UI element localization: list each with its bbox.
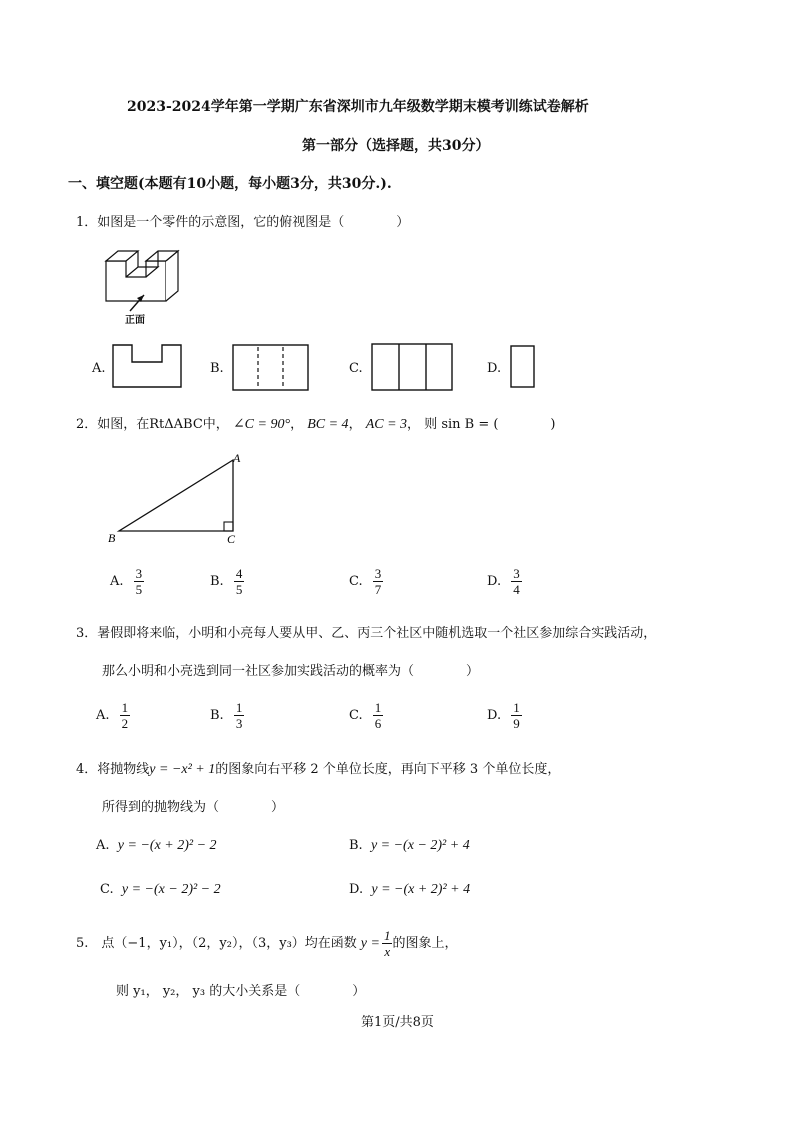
denominator: 7	[374, 582, 382, 597]
q2-option-c-letter: C.	[349, 574, 363, 589]
q2-option-a-letter: A.	[110, 574, 124, 589]
q4-option-b-expr: y = −(x − 2)² + 4	[370, 838, 470, 853]
denominator: 2	[121, 716, 129, 731]
denominator: 9	[513, 716, 520, 731]
q3-option-a-letter: A.	[96, 708, 110, 723]
question-2-text: 2．如图，在RtΔABC中， ∠C = 90°， BC = 4， AC = 3， 则 sin B = ( )	[76, 417, 556, 432]
denominator: 5	[135, 582, 143, 597]
q4-option-d[interactable]	[349, 882, 470, 898]
q4-option-d-expr: y = −(x + 2)² + 4	[371, 882, 471, 897]
q1-option-d-figure	[510, 345, 536, 389]
numerator: 1	[383, 928, 391, 943]
question-1-text: 1．如图是一个零件的示意图，它的俯视图是（ ）	[76, 215, 410, 230]
q3-option-b-letter: B.	[210, 708, 224, 723]
q2-ac: AC = 3	[365, 417, 408, 432]
denominator: 3	[235, 716, 243, 731]
numerator: 1	[513, 700, 520, 715]
q2-option-a-fraction	[134, 566, 145, 597]
q2-option-c[interactable]	[349, 566, 383, 597]
q2-option-b-letter: B.	[210, 574, 224, 589]
numerator: 1	[235, 700, 243, 715]
q2-ask: 则 sin B = ( )	[424, 417, 556, 432]
q4-option-c[interactable]	[100, 882, 221, 898]
q3-option-d[interactable]	[487, 700, 522, 731]
q4-option-a[interactable]	[96, 838, 217, 854]
section-title: 一、填空题(本题有10小题，每小题3分，共30分.).	[68, 176, 392, 192]
numerator: 1	[121, 700, 129, 715]
q3-option-c-letter: C.	[349, 708, 363, 723]
exam-title: 2023-2024学年第一学期广东省深圳市九年级数学期末模考训练试卷解析	[127, 99, 589, 115]
q3-option-b[interactable]	[210, 700, 244, 731]
q2-option-d-fraction	[511, 566, 522, 597]
part-title: 第一部分（选择题，共30分）	[302, 138, 490, 154]
q3-option-c-fraction	[373, 700, 384, 731]
q3-option-a-fraction	[120, 700, 131, 731]
denominator: x	[384, 944, 391, 959]
q2-option-b[interactable]	[210, 566, 244, 597]
q1-option-c-figure	[371, 343, 455, 392]
q4-original-parabola: y = −x² + 1	[149, 762, 216, 777]
q2-bc: BC = 4	[307, 417, 349, 432]
numerator: 3	[513, 566, 520, 581]
question-5-line-2: 则 y₁， y₂， y₃ 的大小关系是（ ）	[116, 984, 366, 999]
question-4-line-1	[76, 758, 560, 778]
q2-option-b-fraction	[234, 566, 245, 597]
q1-option-d-label[interactable]: D.	[487, 361, 502, 376]
q1-option-b-label[interactable]: B.	[210, 361, 224, 376]
q1-option-a-label[interactable]: A.	[92, 361, 106, 376]
q3-option-c[interactable]	[349, 700, 383, 731]
denominator: 4	[513, 582, 520, 597]
q3-option-a[interactable]	[96, 700, 130, 731]
question-5-line-1	[76, 928, 457, 959]
numerator: 3	[135, 566, 143, 581]
q4-option-d-letter: D.	[349, 882, 364, 897]
denominator: 5	[235, 582, 243, 597]
q5-function-lhs: y =	[360, 936, 380, 951]
q3-option-d-letter: D.	[487, 708, 502, 723]
question-3-line-2: 那么小明和小亮选到同一社区参加实践活动的概率为（ ）	[102, 664, 480, 679]
q4-option-b[interactable]	[349, 838, 470, 854]
numerator: 4	[235, 566, 243, 581]
q4-option-b-letter: B.	[349, 838, 363, 853]
right-triangle-figure	[105, 450, 250, 550]
q1-option-b-figure	[232, 344, 310, 392]
q2-option-d[interactable]	[487, 566, 522, 597]
vertex-c-label: C	[227, 532, 236, 546]
q3-option-b-fraction	[234, 700, 245, 731]
q1-option-a-figure	[112, 344, 184, 390]
q2-angle-c: ∠C = 90°	[232, 417, 291, 432]
vertex-a-label: A	[233, 451, 241, 465]
q5-tail: 的图象上，	[392, 936, 458, 951]
q2-option-c-fraction	[373, 566, 384, 597]
page-number: 第1页/共8页	[361, 1015, 434, 1030]
q4-option-a-letter: A.	[96, 838, 110, 853]
q5-function-fraction	[382, 928, 393, 959]
q5-intro: 5. 点（−1，y₁），（2，y₂），（3，y₃）均在函数	[76, 936, 357, 951]
numerator: 3	[374, 566, 382, 581]
q4-option-a-expr: y = −(x + 2)² − 2	[117, 838, 217, 853]
q4-option-c-expr: y = −(x − 2)² − 2	[121, 882, 221, 897]
numerator: 1	[374, 700, 382, 715]
part-3d-figure	[100, 243, 200, 328]
q2-intro: 2．如图，在RtΔABC中，	[76, 417, 229, 432]
vertex-b-label: B	[108, 531, 116, 545]
q4-option-c-letter: C.	[100, 882, 114, 897]
q2-option-a[interactable]	[110, 566, 144, 597]
q2-option-d-letter: D.	[487, 574, 502, 589]
denominator: 6	[374, 716, 382, 731]
q4-intro: 4．将抛物线	[76, 762, 150, 777]
q3-option-d-fraction	[511, 700, 522, 731]
front-view-label: 正面	[125, 315, 145, 326]
q4-transform: 的图象向右平移 2 个单位长度，再向下平移 3 个单位长度，	[215, 762, 561, 777]
q1-option-c-label[interactable]: C.	[349, 361, 363, 376]
question-4-line-2: 所得到的抛物线为（ ）	[102, 800, 285, 815]
question-3-line-1: 3．暑假即将来临，小明和小亮每人要从甲、乙、丙三个社区中随机选取一个社区参加综合实践活动，	[76, 626, 657, 641]
